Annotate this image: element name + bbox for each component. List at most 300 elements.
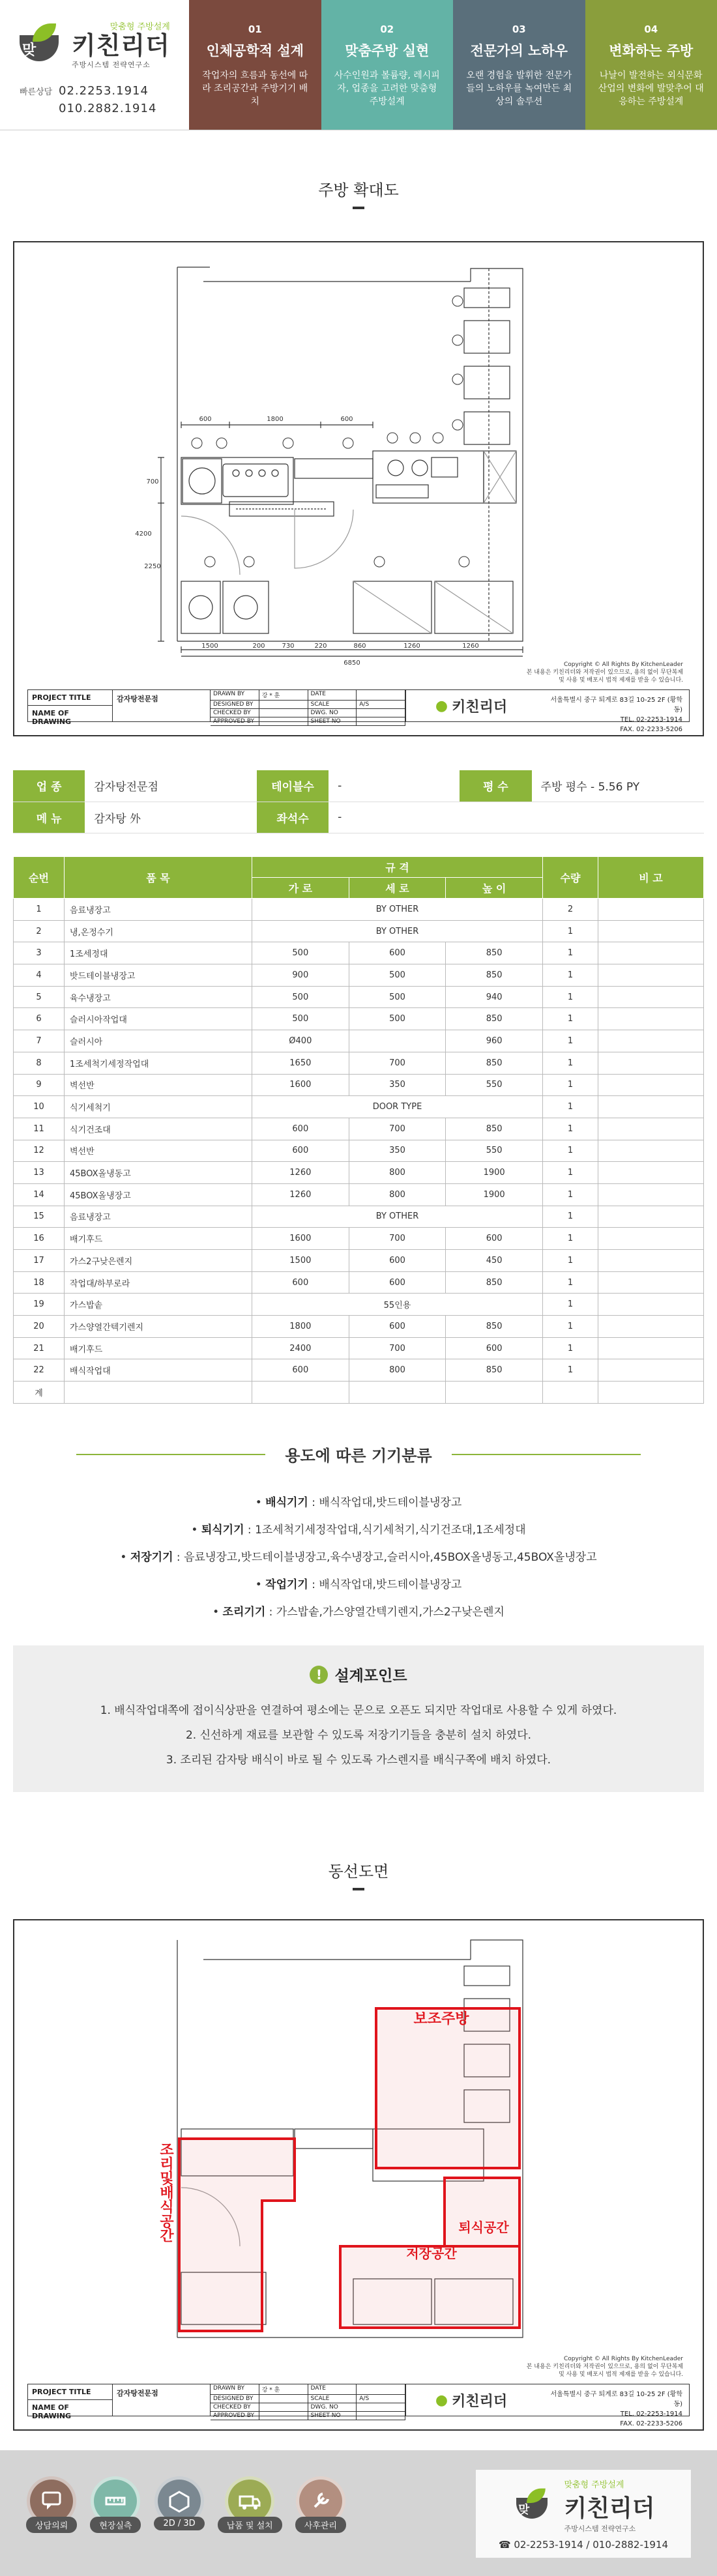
class-item: • 작업기기 : 배식작업대,밧드테이블냉장고 (255, 1578, 462, 1591)
cell-w: 500 (252, 942, 349, 964)
feature-tile-1 (189, 0, 321, 130)
cell-d: 500 (349, 964, 446, 987)
class-value: 배식작업대,밧드테이블냉장고 (319, 1496, 462, 1509)
step-measure[interactable] (90, 2476, 141, 2533)
cell-qty: 1 (543, 1250, 598, 1272)
cell-d: 600 (349, 1316, 446, 1338)
cell-qty: 1 (543, 942, 598, 964)
cell-d: 55인용 (252, 1294, 543, 1316)
zone-label-storage: 저장공간 (406, 2246, 457, 2261)
cell-h: 850 (446, 1118, 543, 1140)
cell-d: 500 (349, 1008, 446, 1030)
table-row (14, 1008, 704, 1030)
cell-d: BY OTHER (252, 1206, 543, 1228)
tb-sheet-no: SHEET NO (308, 2412, 357, 2420)
step-aftercare[interactable] (295, 2476, 346, 2533)
info-area: 주방 평수 - 5.56 PY (532, 770, 704, 802)
classification-list (0, 1489, 717, 1626)
cell-d: BY OTHER (252, 899, 543, 921)
table-row (14, 1140, 704, 1162)
contact-label: 빠른상담 (20, 87, 53, 97)
table-row (14, 1183, 704, 1206)
cell-no: 8 (14, 1052, 65, 1074)
tb-designer: 강 * 훈 (259, 2384, 308, 2395)
cell-note (598, 1316, 704, 1338)
cell-h: 850 (446, 1316, 543, 1338)
brand-name: 키친리더 (72, 31, 170, 60)
feature-tile-2 (321, 0, 454, 130)
dim-bottom-5: 860 (353, 643, 366, 650)
class-item: • 저장기기 : 음료냉장고,밧드테이블냉장고,육수냉장고,슬러시아,45BOX올냉동고,45BOX올냉장고 (120, 1551, 597, 1564)
cell-qty: 1 (543, 1008, 598, 1030)
section-title-text: 동선도면 (328, 1862, 389, 1881)
dim-bottom-1: 1500 (201, 643, 218, 650)
tb-date: DATE (308, 2384, 357, 2395)
classification-title-text: 용도에 따른 기기분류 (285, 1447, 432, 1465)
cell-h: 600 (446, 1228, 543, 1250)
tb-grid (211, 690, 406, 725)
cell-w (252, 1382, 349, 1404)
cell-qty: 1 (543, 1271, 598, 1294)
cell-no: 15 (14, 1206, 65, 1228)
col-note: 비 고 (598, 857, 704, 899)
col-depth: 세 로 (349, 878, 446, 899)
dim-bottom-7: 1260 (462, 643, 479, 650)
class-label: 저장기기 (130, 1551, 173, 1564)
tb-address-line: 서울특별시 중구 퇴계로 83길 10-25 2F (황학동) (550, 2391, 682, 2408)
table-row (14, 1382, 704, 1404)
class-label: 퇴식기기 (201, 1524, 244, 1537)
cell-h: 850 (446, 964, 543, 987)
dim-bottom-2: 200 (252, 643, 265, 650)
cell-note (598, 1359, 704, 1382)
cell-name (65, 1382, 252, 1404)
cell-name: 배기후드 (65, 1228, 252, 1250)
cell-h: 850 (446, 1008, 543, 1030)
cell-no: 5 (14, 986, 65, 1008)
cell-name: 1조세정대 (65, 942, 252, 964)
phone-1[interactable]: 02.2253.1914 (59, 84, 149, 98)
cell-qty: 1 (543, 1052, 598, 1074)
table-row (14, 899, 704, 921)
design-point-item: 3. 조리된 감자탕 배식이 바로 될 수 있도록 가스렌지를 배식구쪽에 배치 하였다. (166, 1754, 551, 1767)
cell-d: 700 (349, 1118, 446, 1140)
design-point-item: 1. 배식작업대쪽에 접이식상판을 연결하여 평소에는 문으로 오픈도 되지만 작업대로 사용할 수 있게 하였다. (100, 1704, 617, 1717)
cell-h: 1900 (446, 1162, 543, 1184)
phone-2[interactable]: 010.2882.1914 (59, 102, 157, 115)
class-label: 작업기기 (265, 1578, 308, 1591)
cell-name: 육수냉장고 (65, 986, 252, 1008)
cell-no: 13 (14, 1162, 65, 1184)
cell-note (598, 920, 704, 942)
table-row (14, 1359, 704, 1382)
class-item: • 퇴식기기 : 1조세척기세정작업대,식기세척기,식기건조대,1조세정대 (191, 1524, 526, 1537)
cell-h: 450 (446, 1250, 543, 1272)
cell-note (598, 1140, 704, 1162)
cell-d: 800 (349, 1359, 446, 1382)
kitchen-plan-drawing (13, 241, 704, 736)
cell-qty: 1 (543, 1162, 598, 1184)
design-points (13, 1645, 704, 1792)
table-row (14, 1206, 704, 1228)
feature-tile-3 (453, 0, 585, 130)
dim-top-2: 1800 (267, 416, 284, 423)
tb-sheet-no: SHEET NO (308, 717, 357, 726)
cell-note (598, 899, 704, 921)
table-row (14, 920, 704, 942)
cell-no: 17 (14, 1250, 65, 1272)
info-tables: - (329, 770, 460, 802)
class-item: • 조리기기 : 가스밥솥,가스양열간텍기렌지,가스2구낮은렌지 (212, 1606, 505, 1619)
section-title-kitchen-plan (0, 177, 717, 209)
tb-designed-by: DESIGNED BY (211, 2395, 259, 2403)
tb-designer: 강 * 훈 (259, 690, 308, 701)
col-no: 순번 (14, 857, 65, 899)
tile-number: 03 (512, 23, 526, 35)
info-seats: - (329, 802, 460, 833)
flow-plan-svg (14, 1920, 703, 2351)
tb-scale: SCALE (308, 701, 357, 709)
footer-brand-subtitle: 주방시스템 전략연구소 (564, 2524, 636, 2533)
cell-d: 350 (349, 1140, 446, 1162)
table-row (14, 1162, 704, 1184)
cell-name: 식기건조대 (65, 1118, 252, 1140)
tb-scale: SCALE (308, 2395, 357, 2403)
tb-approved-by: APPROVED BY (211, 717, 259, 726)
cell-w: 1260 (252, 1162, 349, 1184)
cell-h: 940 (446, 986, 543, 1008)
cell-no: 22 (14, 1359, 65, 1382)
cell-note (598, 1228, 704, 1250)
cell-name: 작업대/하부로라 (65, 1271, 252, 1294)
dim-left-1: 700 (146, 478, 159, 485)
cell-qty: 1 (543, 964, 598, 987)
cell-h: 960 (446, 1030, 543, 1052)
cell-no: 11 (14, 1118, 65, 1140)
col-spec: 규 격 (252, 857, 543, 878)
col-width: 가 로 (252, 878, 349, 899)
tb-scale-val: A/S (357, 2395, 405, 2403)
table-row (14, 1096, 704, 1118)
tb-checked-by: CHECKED BY (211, 2403, 259, 2412)
cell-note (598, 1294, 704, 1316)
cell-no: 19 (14, 1294, 65, 1316)
cell-note (598, 942, 704, 964)
brand-subtitle: 주방시스템 전략연구소 (72, 61, 151, 69)
tb-brand-logo: ● 키친리더 (406, 690, 536, 721)
cell-w: 1600 (252, 1074, 349, 1096)
cell-no: 18 (14, 1271, 65, 1294)
copyright-note: 본 내용은 키친리더와 저작권이 있으므로, 용의 없이 무단복제 및 사용 및 배포시 법적 제재를 받을 수 있습니다. (526, 2364, 683, 2378)
cell-name: 1조세척기세정작업대 (65, 1052, 252, 1074)
cell-w: 2400 (252, 1337, 349, 1359)
cell-w: 900 (252, 964, 349, 987)
cell-w: 600 (252, 1359, 349, 1382)
cell-name: 벽선반 (65, 1074, 252, 1096)
cell-qty: 1 (543, 1316, 598, 1338)
table-row (14, 986, 704, 1008)
tb-project-title: PROJECT TITLE (28, 690, 112, 706)
cell-w: Ø400 (252, 1030, 349, 1052)
brand-logo-icon: 맞 (20, 23, 65, 66)
cell-no: 10 (14, 1096, 65, 1118)
cell-d: DOOR TYPE (252, 1096, 543, 1118)
cell-d: 500 (349, 986, 446, 1008)
tb-date: DATE (308, 690, 357, 701)
footer-brand (476, 2470, 691, 2558)
tb-address (536, 690, 689, 733)
design-points-title: 설계포인트 (334, 1668, 407, 1685)
cell-w: 500 (252, 986, 349, 1008)
cell-d: 600 (349, 1250, 446, 1272)
info-menu: 감자탕 外 (85, 802, 256, 833)
tile-title: 인체공학적 설계 (206, 43, 304, 59)
cell-no: 7 (14, 1030, 65, 1052)
store-info-table (13, 770, 704, 833)
cell-d (349, 1030, 446, 1052)
tile-desc: 작업자의 흐름과 동선에 따라 조리공간과 주방기기 배치 (202, 70, 308, 107)
tb-fax: FAX. 02-2233-5206 (620, 2420, 682, 2427)
step-consult[interactable] (26, 2476, 77, 2533)
footer-brand-name: 키친리더 (564, 2495, 655, 2522)
col-height: 높 이 (446, 878, 543, 899)
cell-no: 2 (14, 920, 65, 942)
tb-checked-by: CHECKED BY (211, 709, 259, 717)
section-title-flow-plan (0, 1859, 717, 1890)
tb-approved-by: APPROVED BY (211, 2412, 259, 2420)
cell-name: 45BOX올냉동고 (65, 1162, 252, 1184)
cell-name: 슬러시아 (65, 1030, 252, 1052)
tile-title: 전문가의 노하우 (470, 43, 568, 59)
cell-no: 16 (14, 1228, 65, 1250)
cell-d: 800 (349, 1183, 446, 1206)
class-value: 음료냉장고,밧드테이블냉장고,육수냉장고,슬러시아,45BOX올냉동고,45BOX올냉장고 (184, 1551, 597, 1564)
equipment-rows (14, 899, 704, 1404)
cell-note (598, 1250, 704, 1272)
step-label: 상담의뢰 (26, 2517, 77, 2533)
cell-h: 850 (446, 1052, 543, 1074)
table-row (14, 1118, 704, 1140)
cell-qty: 1 (543, 1096, 598, 1118)
step-label: 2D / 3D (154, 2517, 204, 2530)
tb-scale-val: A/S (357, 701, 405, 709)
cell-d: 350 (349, 1074, 446, 1096)
step-delivery[interactable] (218, 2476, 282, 2533)
table-row (14, 964, 704, 987)
table-row (14, 1250, 704, 1272)
cell-qty: 1 (543, 1206, 598, 1228)
dim-bottom-6: 1260 (403, 643, 420, 650)
cell-d: 700 (349, 1337, 446, 1359)
cell-qty: 1 (543, 1183, 598, 1206)
tb-dwg-no: DWG. NO (308, 709, 357, 717)
cell-d: 600 (349, 1271, 446, 1294)
tile-desc: 오랜 경험을 발휘한 전문가들의 노하우를 녹여만든 최상의 솔루션 (466, 70, 572, 107)
cell-note (598, 1052, 704, 1074)
cell-d: BY OTHER (252, 920, 543, 942)
col-item: 품 목 (65, 857, 252, 899)
cell-note (598, 986, 704, 1008)
zone-label-dish-return: 퇴식공간 (458, 2220, 509, 2235)
cell-note (598, 1162, 704, 1184)
cell-name: 음료냉장고 (65, 899, 252, 921)
step-label: 현장실측 (90, 2517, 141, 2533)
tile-desc: 사수인원과 볼륨량, 레시피자, 업종을 고려한 맞춤형 주방설계 (334, 70, 440, 107)
info-menu-label: 메 뉴 (13, 802, 85, 833)
cell-note (598, 1271, 704, 1294)
class-value: 배식작업대,밧드테이블냉장고 (319, 1578, 462, 1591)
cell-w: 600 (252, 1118, 349, 1140)
cell-d (349, 1382, 446, 1404)
dim-left-2: 2250 (144, 563, 161, 570)
step-label: 납품 및 설치 (218, 2517, 282, 2533)
flow-plan-drawing (13, 1919, 704, 2431)
cell-name: 슬러시아작업대 (65, 1008, 252, 1030)
cell-d: 700 (349, 1052, 446, 1074)
dim-top-1: 600 (199, 416, 212, 423)
cell-h: 1900 (446, 1183, 543, 1206)
cell-w: 1650 (252, 1052, 349, 1074)
tb-designed-by: DESIGNED BY (211, 701, 259, 709)
cell-no: 4 (14, 964, 65, 987)
cell-name: 음료냉장고 (65, 1206, 252, 1228)
dim-total: 6850 (344, 659, 360, 667)
footer-phone[interactable]: ☎ 02-2253-1914 / 010-2882-1914 (498, 2538, 669, 2551)
tb-tel: TEL. 02-2253-1914 (620, 716, 682, 723)
cell-name: 냉,온정수기 (65, 920, 252, 942)
cell-qty: 1 (543, 1140, 598, 1162)
cell-h: 850 (446, 1271, 543, 1294)
header (0, 0, 717, 130)
tb-fax: FAX. 02-2233-5206 (620, 726, 682, 733)
step-drawing[interactable] (154, 2476, 204, 2533)
brand-block (0, 0, 189, 130)
zone-label-cook-serve: 조리및배식공간 (157, 2142, 174, 2242)
dim-top-3: 600 (340, 416, 353, 423)
cell-note (598, 1096, 704, 1118)
cell-d: 700 (349, 1228, 446, 1250)
footer (0, 2450, 717, 2576)
brand-logo-icon: 맞 (516, 2488, 553, 2523)
cell-name: 식기세척기 (65, 1096, 252, 1118)
cell-name: 밧드테이블냉장고 (65, 964, 252, 987)
cell-no: 1 (14, 899, 65, 921)
tb-drawn-by: DRAWN BY (211, 690, 259, 701)
tile-number: 02 (380, 23, 394, 35)
tile-number: 04 (644, 23, 658, 35)
cell-qty: 1 (543, 1118, 598, 1140)
cell-qty: 1 (543, 1228, 598, 1250)
table-row (14, 1271, 704, 1294)
title-block (27, 2384, 690, 2427)
cell-name: 배기후드 (65, 1337, 252, 1359)
dim-left-3: 4200 (135, 530, 152, 538)
cell-qty: 2 (543, 899, 598, 921)
cell-name: 45BOX올냉장고 (65, 1183, 252, 1206)
cell-no: 3 (14, 942, 65, 964)
cell-name: 가스2구낮은렌지 (65, 1250, 252, 1272)
cell-qty: 1 (543, 1294, 598, 1316)
cell-w: 600 (252, 1271, 349, 1294)
tb-name-of-drawing: NAME OF DRAWING (32, 709, 72, 726)
cell-qty: 1 (543, 986, 598, 1008)
info-business: 감자탕전문점 (85, 770, 256, 802)
cell-w: 600 (252, 1140, 349, 1162)
copyright-text: Copyright © All Rights By KitchenLeader (563, 661, 683, 668)
cell-qty (543, 1382, 598, 1404)
tile-title: 맞춤주방 실현 (345, 43, 430, 59)
cell-name: 벽선반 (65, 1140, 252, 1162)
info-tables-label: 테이블수 (257, 770, 329, 802)
info-business-label: 업 종 (13, 770, 85, 802)
table-row (14, 1228, 704, 1250)
cell-qty: 1 (543, 1030, 598, 1052)
cell-no: 14 (14, 1183, 65, 1206)
step-label: 사후관리 (295, 2517, 346, 2533)
tile-title: 변화하는 주방 (609, 43, 694, 59)
cell-qty: 1 (543, 920, 598, 942)
tb-brand-name: 키친리더 (452, 2393, 508, 2410)
tb-name-of-drawing: NAME OF DRAWING (32, 2403, 72, 2420)
cell-qty: 1 (543, 1359, 598, 1382)
info-seats-label: 좌석수 (257, 802, 329, 833)
cell-no: 9 (14, 1074, 65, 1096)
tb-grid (211, 2384, 406, 2419)
cell-qty: 1 (543, 1074, 598, 1096)
tb-project-name: 감자탕전문점 (113, 2384, 211, 2416)
table-row (14, 1074, 704, 1096)
copyright-text: Copyright © All Rights By KitchenLeader (563, 2356, 683, 2362)
cell-note (598, 964, 704, 987)
tb-dwg-no: DWG. NO (308, 2403, 357, 2412)
cell-w: 1600 (252, 1228, 349, 1250)
cell-d: 800 (349, 1162, 446, 1184)
dim-bottom-4: 220 (314, 643, 327, 650)
cell-no: 12 (14, 1140, 65, 1162)
tb-project-name: 감자탕전문점 (113, 690, 211, 721)
cell-h: 850 (446, 1359, 543, 1382)
brand-tagline: 맞춤형 주방설계 (110, 22, 170, 32)
class-value: 1조세척기세정작업대,식기세척기,식기건조대,1조세정대 (255, 1524, 526, 1537)
class-label: 조리기기 (222, 1606, 266, 1619)
equipment-table (13, 856, 704, 1404)
tb-drawn-by: DRAWN BY (211, 2384, 259, 2395)
cell-w: 1260 (252, 1183, 349, 1206)
cell-name: 가스밥솥 (65, 1294, 252, 1316)
info-area-label: 평 수 (460, 770, 531, 802)
cell-note (598, 1382, 704, 1404)
cell-note (598, 1008, 704, 1030)
cell-name: 가스양열간텍기렌지 (65, 1316, 252, 1338)
title-block (27, 689, 690, 733)
tb-address (536, 2384, 689, 2427)
cell-name: 배식작업대 (65, 1359, 252, 1382)
classification-title (0, 1443, 717, 1466)
cell-d: 600 (349, 942, 446, 964)
cell-qty: 1 (543, 1337, 598, 1359)
cell-h: 850 (446, 942, 543, 964)
cell-h: 600 (446, 1337, 543, 1359)
table-row (14, 1294, 704, 1316)
exclamation-icon: ! (310, 1666, 328, 1684)
cell-note (598, 1337, 704, 1359)
cell-note (598, 1074, 704, 1096)
zone-label-sub-kitchen: 보조주방 (413, 2011, 469, 2027)
feature-tile-4 (585, 0, 717, 130)
footer-brand-tagline: 맞춤형 주방설계 (564, 2480, 624, 2490)
tb-project-title: PROJECT TITLE (28, 2384, 112, 2400)
copyright-note: 본 내용은 키친리더와 저작권이 있으므로, 용의 없이 무단복제 및 사용 및 배포시 법적 제재를 받을 수 있습니다. (526, 669, 683, 684)
